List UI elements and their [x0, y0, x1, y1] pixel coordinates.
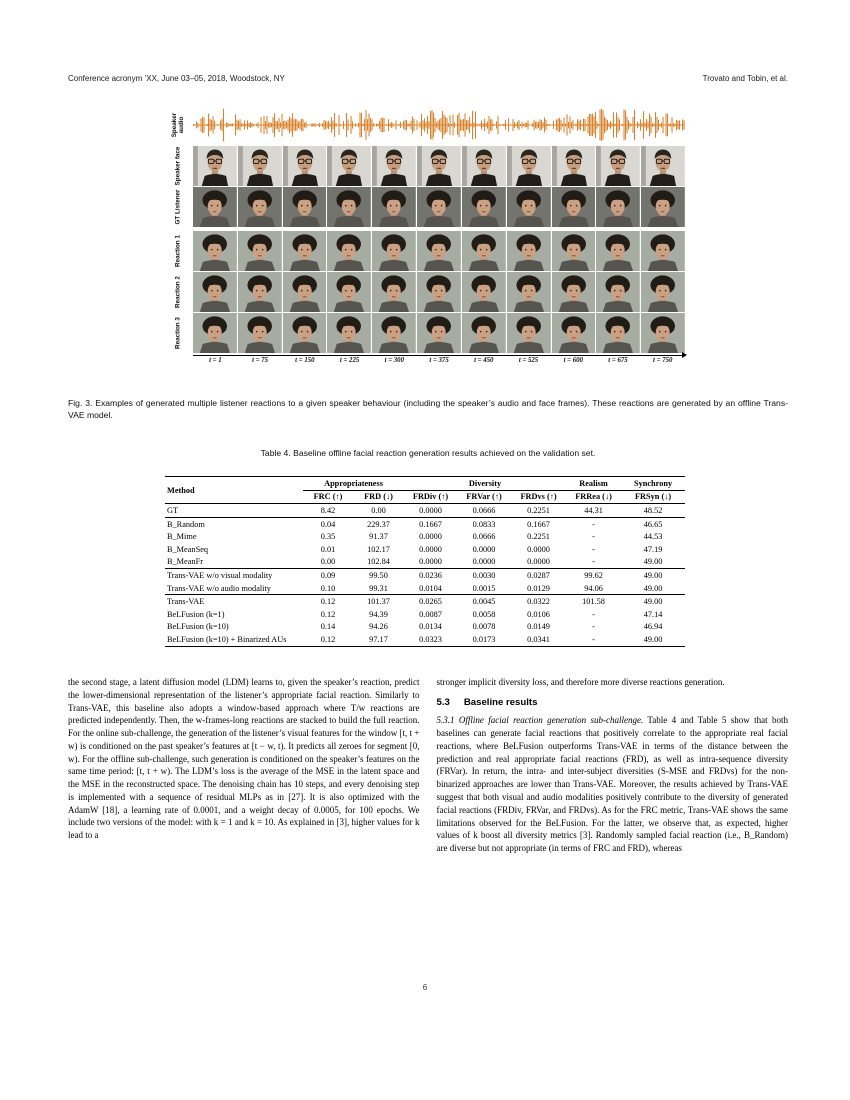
face-frame: [596, 146, 640, 186]
value-cell: 0.0078: [472, 622, 496, 632]
face-frame: [193, 313, 237, 353]
face-frame: [417, 231, 461, 271]
value-cell: 0.0087: [419, 609, 442, 619]
value-cell: 0.0000: [419, 532, 442, 542]
face-frame: [283, 187, 327, 227]
face-rows: [165, 146, 685, 353]
face-frame: [462, 272, 506, 312]
column-header: FRRea (↓): [566, 490, 621, 504]
face-frame: [462, 313, 506, 353]
speaker-audio-waveform: [193, 106, 685, 144]
face-frame: [238, 231, 282, 271]
value-cell: 0.0666: [472, 505, 496, 515]
face-frame: [327, 231, 371, 271]
value-cell: 0.2251: [527, 532, 550, 542]
value-cell: 0.0000: [419, 557, 442, 567]
column-group-header: Diversity: [404, 477, 566, 491]
value-cell: 0.0322: [511, 595, 566, 608]
time-label: t = 150: [295, 357, 315, 364]
column-header: FRDvs (↑): [511, 490, 566, 504]
method-cell: BeLFusion (k=10) + Binarized AUs: [167, 634, 287, 644]
time-label: t = 300: [384, 357, 404, 364]
face-frame: [507, 146, 551, 186]
face-frame: [507, 313, 551, 353]
face-frame: [596, 272, 640, 312]
method-cell: GT: [167, 505, 179, 515]
value-cell: 0.1667: [511, 517, 566, 530]
face-frame: [193, 231, 237, 271]
value-cell: 49.00: [643, 583, 663, 593]
table-row: [165, 569, 685, 582]
face-frame: [462, 146, 506, 186]
value-cell: 0.0265: [404, 595, 457, 608]
column-group-header: Realism: [566, 477, 621, 491]
value-cell: -: [592, 557, 595, 567]
value-cell: 0.0666: [472, 532, 496, 542]
face-frame: [327, 187, 371, 227]
value-cell: 229.37: [353, 517, 404, 530]
value-cell: 102.17: [367, 544, 390, 554]
figure-row-label: Speaker audio: [171, 112, 185, 138]
frame-strip: [193, 313, 685, 353]
figure-caption: Fig. 3. Examples of generated multiple listener reactions to a given speaker behaviour (including the speaker’s audio and face frames). These reactions are generated by an offline Trans-VAE model.: [68, 398, 788, 420]
face-frame: [193, 187, 237, 227]
value-cell: 49.00: [643, 557, 663, 567]
face-frame: [372, 231, 416, 271]
value-cell: 101.58: [566, 595, 621, 608]
time-label: t = 375: [429, 357, 449, 364]
waveform-row: [165, 106, 685, 144]
table-row: [165, 595, 685, 608]
value-cell: -: [592, 634, 595, 644]
value-cell: 0.0341: [527, 634, 550, 644]
face-frame: [641, 146, 685, 186]
method-cell: Trans-VAE: [165, 595, 303, 608]
subsection-heading: 5.3.1 Offline facial reaction generation sub-challenge.: [436, 715, 644, 726]
face-frame: [552, 187, 596, 227]
subsection-text: Table 4 and Table 5 show that both baselines can generate facial reactions that positively correlate to the appropriate real facial reactions, where BeLFusion outperforms Trans-VAE in terms of the distance between the prediction and real appropriate facial reactions (FRD), as well as intra-sequence diversity (FRVar). In return, the intra- and inter-subject diversities (S-MSE and FRDvs) for the non-binarized approaches are lower than Trans-VAE. Moreover, the results achieved by Trans-VAE suggest that both visual and audio modalities positively contribute to the diversity of generated facial reactions (FRDiv, FRVar, and FRDvs). As for the FRC metric, Trans-VAE shows the same limitations observed for the BeLFusion. For the latter, we observe that, as expected, higher values of k boost all diversity metrics [3]. Randomly sampled facial reaction (i.e., B_Random) are diverse but not appropriate (in terms of FRC and FRD), whereas: [436, 715, 788, 854]
face-frame: [283, 272, 327, 312]
value-cell: 49.00: [643, 634, 663, 644]
paragraph: [437, 714, 789, 854]
value-cell: 0.1667: [404, 517, 457, 530]
time-label: t = 750: [653, 357, 673, 364]
value-cell: 49.00: [621, 595, 685, 608]
time-label: t = 1: [209, 357, 222, 364]
figure-row-label: Reaction 3: [174, 317, 182, 349]
face-frame: [641, 313, 685, 353]
method-cell: BeLFusion (k=1): [167, 609, 225, 619]
face-frame: [283, 146, 327, 186]
face-frame: [462, 187, 506, 227]
table-row: [165, 608, 685, 621]
value-cell: 0.0015: [472, 583, 496, 593]
section-number: 5.3: [436, 696, 450, 708]
time-labels: [193, 357, 685, 364]
face-frame: [507, 231, 551, 271]
value-cell: 0.0045: [457, 595, 511, 608]
face-frame: [372, 272, 416, 312]
value-cell: 0.09: [303, 569, 353, 582]
table-row: [165, 530, 685, 543]
value-cell: 48.52: [643, 505, 663, 515]
value-cell: -: [592, 609, 595, 619]
method-cell: Trans-VAE w/o audio modality: [167, 583, 271, 593]
face-frame: [641, 187, 685, 227]
value-cell: 0.2251: [527, 505, 550, 515]
method-cell: B_Mime: [167, 532, 197, 542]
value-cell: 0.0106: [527, 609, 550, 619]
column-header: FRDiv (↑): [404, 490, 457, 504]
face-frame: [462, 231, 506, 271]
figure-row-reaction-3: [165, 313, 685, 353]
value-cell: 0.0236: [404, 569, 457, 582]
table-row: [165, 504, 685, 518]
face-frame: [552, 272, 596, 312]
value-cell: 99.50: [353, 569, 404, 582]
frame-strip: [193, 187, 685, 227]
table-row: [165, 621, 685, 634]
value-cell: -: [566, 517, 621, 530]
value-cell: 47.19: [643, 544, 663, 554]
value-cell: 0.0104: [419, 583, 442, 593]
value-cell: 0.0000: [527, 544, 550, 554]
time-label: t = 450: [474, 357, 494, 364]
page-number: 6: [422, 983, 428, 992]
value-cell: 0.04: [303, 517, 353, 530]
value-cell: 99.62: [566, 569, 621, 582]
value-cell: 0.0000: [472, 557, 496, 567]
face-frame: [327, 313, 371, 353]
face-frame: [596, 187, 640, 227]
value-cell: 94.06: [584, 583, 603, 593]
value-cell: 97.17: [369, 634, 388, 644]
face-frame: [372, 146, 416, 186]
face-frame: [552, 231, 596, 271]
table-caption: Table 4. Baseline offline facial reaction generation results achieved on the validation set.: [260, 448, 596, 458]
paragraph: stronger implicit diversity loss, and therefore more diverse reactions generation.: [436, 677, 725, 687]
value-cell: 0.0058: [472, 609, 496, 619]
figure-row-label: Reaction 1: [174, 235, 182, 267]
time-label: t = 675: [608, 357, 628, 364]
value-cell: 44.31: [584, 505, 603, 515]
face-frame: [417, 272, 461, 312]
face-frame: [507, 187, 551, 227]
figure-row-reaction-2: [165, 272, 685, 312]
face-frame: [552, 146, 596, 186]
method-cell: B_Random: [165, 517, 303, 530]
method-cell: B_MeanFr: [167, 557, 203, 567]
face-frame: [193, 272, 237, 312]
value-cell: 46.65: [621, 517, 685, 530]
running-header: [68, 74, 788, 83]
value-cell: -: [592, 544, 595, 554]
time-label: t = 600: [563, 357, 583, 364]
frame-strip: [193, 272, 685, 312]
conference-info: Conference acronym ’XX, June 03–05, 2018, Woodstock, NY: [68, 74, 285, 83]
paragraph: the second stage, a latent diffusion model (LDM) learns to, given the speaker’s reaction, predict the lower-dimensional representation of the listener’s appropriate facial reaction. Similarly to Trans-VAE, this baseline also adopts a window-based approach where T/w reactions are predicted independently. Then, the w-frames-long reactions are stacked to build the full reaction. For the online sub-challenge, the generation of the listener’s visual features for the window [t, t + w) is conditioned on the past speaker’s features at [t − w, t). It predicts all zeroes for segment [0, w). For the offline sub-challenge, such generation is conditioned on the speaker’s features on the same time period: [t, t + w). The LDM’s loss is the average of the MSE in the latent space and the MSE in the reconstructed space. The denoising chain has 10 steps, and every denoising step is implemented with a sequence of residual MLPs as in [27]. It is also optimized with the AdamW [18], a learning rate of 0.0001, and a weight decay of 0.0005, for 100 epochs. We include two versions of the model: with k = 1 and k = 10. As explained in [3], higher values for k lead to a: [68, 677, 420, 841]
value-cell: -: [592, 532, 595, 542]
value-cell: 8.42: [320, 505, 336, 515]
method-cell: Trans-VAE w/o visual modality: [165, 569, 303, 582]
face-frame: [327, 272, 371, 312]
value-cell: 0.0173: [472, 634, 496, 644]
section-title: Baseline results: [463, 696, 538, 708]
column-group-header: Synchrony: [621, 477, 685, 491]
figure-row-label: GT Listener: [174, 189, 182, 225]
value-cell: 47.14: [643, 609, 663, 619]
value-cell: 102.84: [367, 557, 390, 567]
method-cell: B_MeanSeq: [167, 544, 209, 554]
value-cell: 0.12: [320, 609, 336, 619]
face-frame: [596, 231, 640, 271]
figure-row-label: Speaker face: [174, 146, 182, 186]
column-header: FRC (↑): [303, 490, 353, 504]
column-header: FRVar (↑): [457, 490, 511, 504]
face-frame: [417, 146, 461, 186]
value-cell: 94.26: [369, 622, 388, 632]
method-cell: BeLFusion (k=10): [167, 622, 229, 632]
time-label: t = 75: [252, 357, 269, 364]
face-frame: [238, 272, 282, 312]
value-cell: 0.0000: [472, 544, 496, 554]
face-frame: [641, 272, 685, 312]
column-group-header: Appropriateness: [303, 477, 404, 491]
value-cell: 0.12: [303, 595, 353, 608]
frame-strip: [193, 146, 685, 186]
value-cell: 0.0149: [527, 622, 550, 632]
face-frame: [372, 313, 416, 353]
value-cell: 0.0000: [419, 544, 442, 554]
value-cell: 0.0134: [419, 622, 442, 632]
figure-3: [165, 106, 685, 364]
face-frame: [238, 187, 282, 227]
face-frame: [417, 187, 461, 227]
face-frame: [238, 313, 282, 353]
figure-row-reaction-1: [165, 231, 685, 271]
value-cell: 0.00: [371, 505, 386, 515]
value-cell: 0.0030: [457, 569, 511, 582]
value-cell: 0.0129: [527, 583, 550, 593]
face-frame: [193, 146, 237, 186]
value-cell: 0.12: [320, 634, 336, 644]
figure-row-gt-listener: [165, 187, 685, 227]
value-cell: 46.94: [643, 622, 663, 632]
table-row: [165, 543, 685, 556]
section-heading: [437, 696, 789, 710]
value-cell: 0.35: [320, 532, 336, 542]
value-cell: 0.00: [320, 557, 336, 567]
table-row: [165, 517, 685, 530]
value-cell: 44.53: [643, 532, 663, 542]
value-cell: 0.0287: [511, 569, 566, 582]
face-frame: [641, 231, 685, 271]
results-table: [165, 476, 685, 647]
value-cell: 0.0833: [457, 517, 511, 530]
face-frame: [417, 313, 461, 353]
face-frame: [507, 272, 551, 312]
value-cell: 91.37: [369, 532, 388, 542]
column-header-method: Method: [165, 477, 303, 504]
column-header: FRD (↓): [353, 490, 404, 504]
face-frame: [238, 146, 282, 186]
time-label: t = 225: [339, 357, 360, 364]
table-row: [165, 582, 685, 595]
value-cell: 94.39: [369, 609, 388, 619]
value-cell: -: [592, 622, 595, 632]
value-cell: 99.31: [369, 583, 388, 593]
time-axis-arrow: [193, 355, 685, 356]
face-frame: [596, 313, 640, 353]
value-cell: 0.0323: [419, 634, 442, 644]
table-row: [165, 556, 685, 569]
value-cell: 0.10: [320, 583, 336, 593]
face-frame: [327, 146, 371, 186]
face-frame: [372, 187, 416, 227]
value-cell: 0.0000: [527, 557, 550, 567]
left-column: [68, 676, 420, 855]
time-label: t = 525: [518, 357, 539, 364]
column-header: FRSyn (↓): [621, 490, 685, 504]
face-frame: [283, 313, 327, 353]
figure-row-speaker-face: [165, 146, 685, 186]
value-cell: 49.00: [621, 569, 685, 582]
value-cell: 0.01: [320, 544, 336, 554]
figure-row-label: Reaction 2: [174, 276, 182, 308]
value-cell: 0.0000: [419, 505, 442, 515]
frame-strip: [193, 231, 685, 271]
face-frame: [283, 231, 327, 271]
face-frame: [552, 313, 596, 353]
value-cell: 101.37: [353, 595, 404, 608]
value-cell: 0.14: [320, 622, 336, 632]
table-row: [165, 633, 685, 646]
right-column: [437, 676, 789, 855]
author-info: Trovato and Tobin, et al.: [702, 74, 788, 83]
body-text: [68, 676, 788, 855]
